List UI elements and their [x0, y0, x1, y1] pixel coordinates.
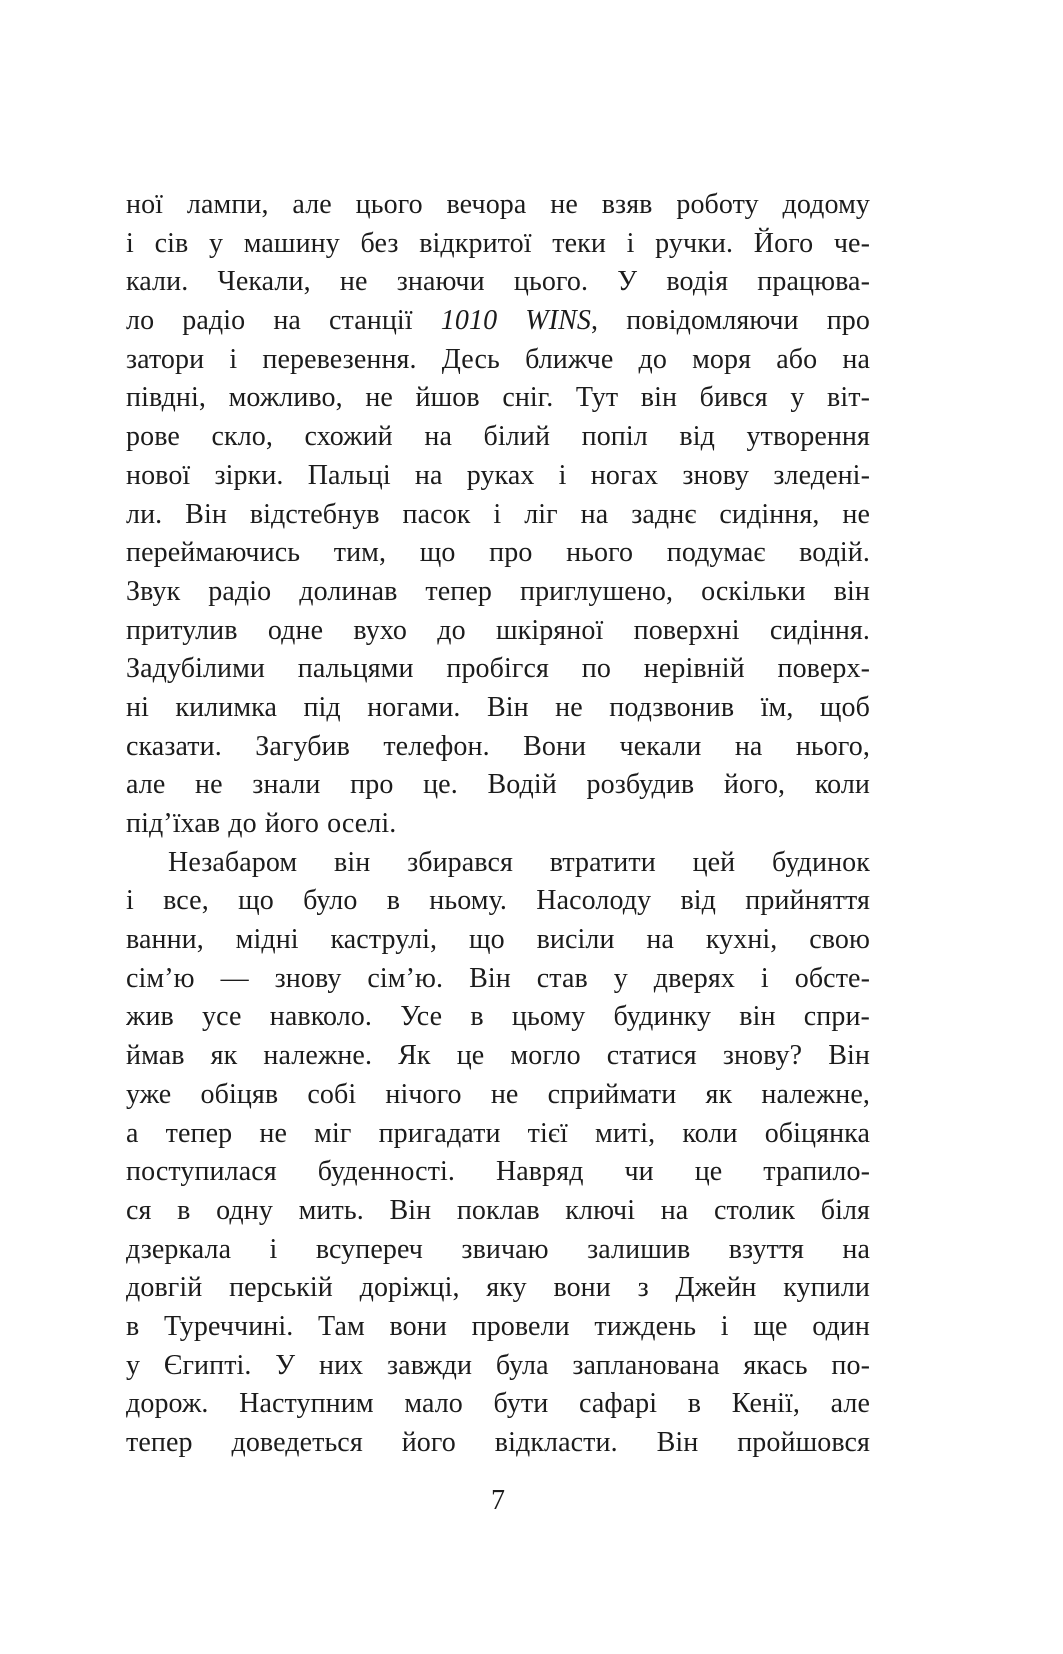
text-line: під’їхав до його оселі.	[126, 808, 397, 839]
text-line: рове скло, схожий на білий попіл від утворення	[126, 421, 870, 453]
text-line: Незабаром він збирався втратити цей будинок	[168, 846, 870, 878]
text-line: і все, що було в ньому. Насолоду від прийняття	[126, 885, 870, 917]
text-line: нової зірки. Пальці на руках і ногах знову зледені-	[126, 459, 870, 491]
text-line: кали. Чекали, не знаючи цього. У водія працюва-	[126, 266, 870, 298]
text-line: ні килимка під ногами. Він не подзвонив їм, щоб	[126, 691, 870, 723]
text-line: півдні, можливо, не йшов сніг. Тут він бився у віт-	[126, 382, 870, 414]
text-line: дзеркала і всупереч звичаю залишив взуття на	[126, 1233, 870, 1265]
text-line: притулив одне вухо до шкіряної поверхні сидіння.	[126, 614, 870, 646]
text-line: Задубілими пальцями пробігся по нерівній поверх-	[126, 653, 870, 685]
text-line: поступилася буденності. Навряд чи це трапило-	[126, 1156, 870, 1188]
body-text	[126, 186, 870, 1463]
text-line: у Єгипті. У них завжди була запланована якась по-	[126, 1349, 870, 1381]
text-line: сказати. Загубив телефон. Вони чекали на нього,	[126, 730, 870, 762]
page-number: 7	[491, 1485, 505, 1516]
text-line: ймав як належне. Як це могло статися знову? Він	[126, 1040, 870, 1072]
text-line: ної лампи, але цього вечора не взяв роботу додому	[126, 189, 870, 220]
text-line: в Туреччині. Там вони провели тиждень і ще один	[126, 1310, 870, 1342]
text-line: ли. Він відстебнув пасок і ліг на заднє сидіння, не	[126, 498, 870, 530]
text-line: а тепер не міг пригадати тієї миті, коли обіцянка	[126, 1117, 870, 1149]
text-line: Звук радіо долинав тепер приглушено, оскільки він	[126, 575, 870, 607]
text-line: затори і перевезення. Десь ближче до моря або на	[126, 343, 870, 375]
text-line: але не знали про це. Водій розбудив його, коли	[126, 769, 870, 801]
text-line: жив усе навколо. Усе в цьому будинку він спри-	[126, 1001, 870, 1033]
text-line: довгій перській доріжці, яку вони з Джейн купили	[126, 1272, 870, 1304]
text-line: ванни, мідні каструлі, що висіли на кухні, свою	[126, 924, 870, 956]
text-line: тепер доведеться його відкласти. Він пройшовся	[126, 1427, 870, 1458]
text-segment: , повідомляючи про	[591, 305, 870, 337]
text-line	[126, 302, 870, 341]
text-line: ся в одну мить. Він поклав ключі на столик біля	[126, 1194, 870, 1226]
text-line: дорож. Наступним мало бути сафарі в Кенії, але	[126, 1388, 870, 1420]
radio-station-italic: 1010 WINS	[440, 305, 592, 337]
text-line: сім’ю — знову сім’ю. Він став у дверях і обсте-	[126, 962, 870, 994]
text-line: уже обіцяв собі нічого не сприймати як належне,	[126, 1078, 870, 1110]
text-line: і сів у машину без відкритої теки і ручки. Його че-	[126, 227, 870, 259]
text-segment: ло радіо на станції	[126, 305, 441, 337]
text-line: переймаючись тим, що про нього подумає водій.	[126, 537, 870, 569]
